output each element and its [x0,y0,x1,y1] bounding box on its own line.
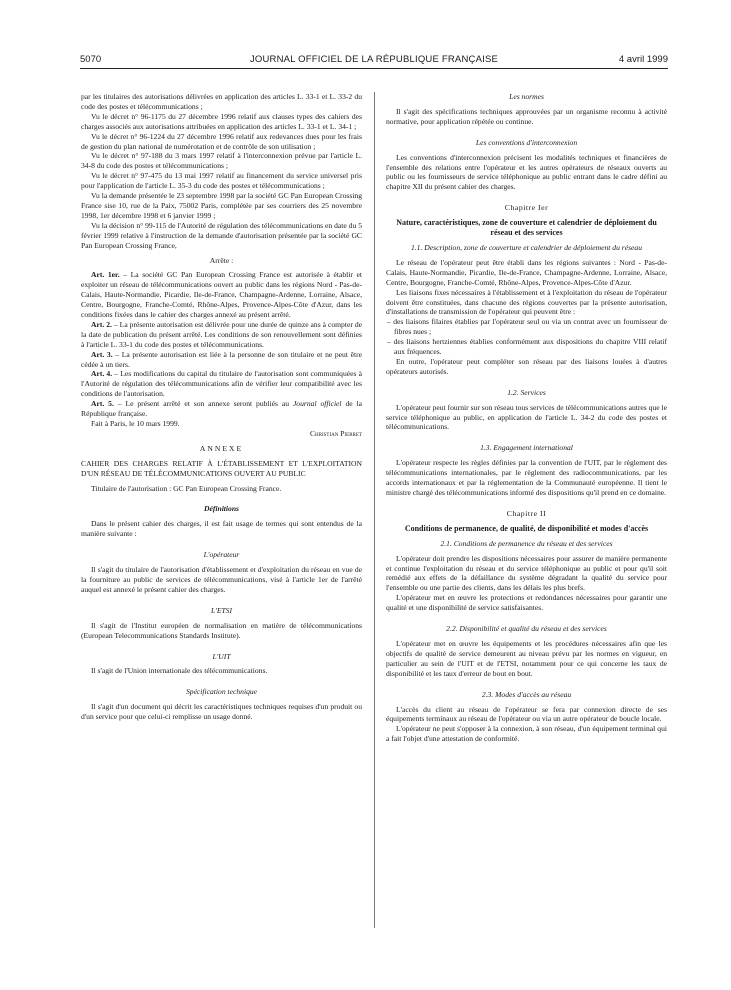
section-1-1-paragraph: En outre, l'opérateur peut compléter son réseau par des liaisons louées à d'autres opérateurs autorisés. [386,356,667,376]
left-column [81,92,362,722]
section-2-2-text: L'opérateur met en œuvre les équipements et les procédures nécessaires afin que les objectifs de qualité de service demeurent au niveau prévu par les normes en vigueur, en particulier au sein de l'UIT et de l'ETSI, notamment pour ce qui concerne les taux de disponibilité et les taux d'erreur de bout en bout. [386,638,667,678]
article-text: – La société GC Pan European Crossing France est autorisée à établir et exploiter un réseau de télécommunications ouvert au public dans les régions Nord - Pas-de-Calais, Haute-Normandie, Picardie, Ile-de-France, Champagne-Ardenne, Lorraine, Alsace, Centre, Bourgogne, Franche-Comté, Rhône-Alpes, Provence-Alpes-Côte d'Azur, dans les conditions fixées dans le cahier des charges annexé au présent arrêté. [81,270,362,320]
article-label: Art. 5. [91,399,114,409]
def-operateur-text: Il s'agit du titulaire de l'autorisation d'établissement et d'exploitation du réseau en vue de la fourniture au public de services de télécommunications, visé à l'article 1er de l'arrêté auquel est annexé le présent cahier des charges. [81,565,362,594]
section-1-1-paragraph: Le réseau de l'opérateur peut être établi dans les régions suivantes : Nord - Pas-de-Calais, Haute-Normandie, Picardie, Ile-de-France, Champagne-Ardenne, Lorraine, Alsace, Centre, Bourgogne, Franche-Comté, Rhône-Alpes, Provence-Alpes-Côte d'Azur. [386,257,667,287]
article-text: – La présente autorisation est liée à la personne de son titulaire et ne peut être cédée à un tiers. [81,349,362,369]
list-item: – des liaisons filaires établies par l'opérateur seul ou via un contrat avec un fournisseur de fibres nues ; [387,317,667,337]
section-1-2-title: 1.2. Services [507,387,546,397]
journal-title: JOURNAL OFFICIEL DE LA RÉPUBLIQUE FRANÇAISE [249,54,499,65]
signature: Christian Pierret [309,428,362,438]
section-1-3-title: 1.3. Engagement international [480,443,573,453]
definitions-intro: Dans le présent cahier des charges, il est fait usage de termes qui sont entendus de la manière suivante : [81,519,362,539]
section-1-3-text: L'opérateur respecte les règles définies par la convention de l'UIT, par le règlement des télécommunications internationales, par le règlement des radiocommunications, par les accords internationaux et par la réglementation de la Communauté européenne. Il tient le ministre chargé des télécommunications informé des dispositions qu'il prend en ce domaine. [386,458,667,497]
article-3 [81,350,362,370]
annex-title: ANNEXE [199,443,244,453]
article-text: – Le présent arrêté et son annexe seront publiés au [113,399,293,409]
article-text: – Les modifications du capital du titulaire de l'autorisation sont communiquées à l'Autorité de régulation des télécommunications afin de vérifier leur compatibilité avec les conditions de l'autorisation. [81,369,362,399]
titulaire: Titulaire de l'autorisation : GC Pan European Crossing France. [91,483,282,493]
article-text: de la République française. [81,399,362,419]
article-1 [81,270,362,320]
normes-title: Les normes [509,92,544,101]
section-1-2-text: L'opérateur peut fournir sur son réseau tous services de télécommunications autres que le service téléphonique au public, en application de l'article L. 34-2 du code des postes et télécommunications. [386,402,667,432]
conventions-title: Les conventions d'interconnexion [475,137,578,147]
section-2-1-paragraph: L'opérateur doit prendre les dispositions nécessaires pour assurer de manière permanente et continue l'exploitation du réseau et du service téléphonique au public et pour qu'il soit remédié aux effets de la défaillance du système dégradant la qualité du service pour l'ensemble ou une partie des clients, dans les délais les plus brefs. [386,553,667,593]
article-label: Art. 2. [91,319,112,329]
article-label: Art. 1er. [91,270,120,280]
done-at-paris: Fait à Paris, le 10 mars 1999. [91,419,180,428]
page-header [80,54,668,68]
section-2-1-paragraph: L'opérateur met en œuvre les protections et redondances nécessaires pour garantir une qualité et une disponibilité de service satisfaisantes. [386,593,667,613]
section-1-1-title: 1.1. Description, zone de couverture et calendrier de déploiement du réseau [410,242,643,252]
chapter-1-title: Nature, caractéristiques, zone de couverture et calendrier de déploiement du réseau et des services [396,218,657,238]
chapter-2-title: Conditions de permanence, de qualité, de disponibilité et modes d'accès [404,523,649,533]
page-number: 5070 [80,54,102,65]
annex-subtitle: CAHIER DES CHARGES RELATIF À L'ÉTABLISSEMENT ET L'EXPLOITATION D'UN RÉSEAU DE TÉLÉCOMMUNICATIONS OUVERT AU PUBLIC [81,458,362,478]
section-2-3-title: 2.3. Modes d'accès au réseau [481,689,572,699]
definitions-title: Définitions [203,504,240,514]
article-label: Art. 3. [91,349,113,359]
list-item: – des liaisons hertziennes établies conformément aux dispositions du chapitre VIII relatif aux fréquences. [387,337,667,357]
def-uit-text: Il s'agit de l'Union internationale des télécommunications. [91,666,268,676]
intro-paragraph: par les titulaires des autorisations délivrées en application des articles L. 33-1 et L. 33-2 du code des postes et télécommunications ; [81,92,362,111]
def-spec-text: Il s'agit d'un document qui décrit les caractéristiques techniques requises d'un produit ou d'un service pour que celui-ci remplisse un usage donné. [81,702,362,722]
section-2-3-paragraph: L'accès du client au réseau de l'opérateur se fera par connexion directe de ses équipements terminaux au réseau de l'opérateur ou via un autre opérateur de boucle locale. [386,704,667,724]
journal-officiel-italic: Journal officiel [292,399,342,409]
chapter-1-label: Chapitre Ier [504,203,549,213]
def-spec-title: Spécification technique [185,687,258,697]
intro-paragraph: Vu la demande présentée le 23 septembre 1998 par la société GC Pan European Crossing France sise 10, rue de la Paix, 75002 Paris, complétée par ses courriers des 25 novembre 1998, 1er décembre 1998 et 6 janvier 1999 ; [81,191,362,220]
article-2 [81,320,362,350]
normes-text: Il s'agit des spécifications techniques approuvées par un organisme reconnu à activité normative, pour application répétée ou continue. [386,106,667,126]
article-4 [81,369,362,399]
transmission-list [386,317,667,357]
intro-paragraph: Vu la décision n° 99-115 de l'Autorité de régulation des télécommunications en date du 5 février 1999 relative à l'instruction de la demande d'autorisation présentée par la société GC Pan European Crossing France, [81,220,362,250]
section-2-1-title: 2.1. Conditions de permanence du réseau et des services [440,538,613,548]
def-etsi-text: Il s'agit de l'Institut européen de normalisation en matière de télécommunications (European Telecommunications Standards Institute). [81,620,362,640]
column-divider [374,92,375,928]
header-rule [80,68,668,69]
article-text: – La présente autorisation est délivrée pour une durée de quinze ans à compter de la date de publication du présent arrêté. Les conditions de son renouvellement sont définies à l'article L. 33-1 du code des postes et télécommunications. [81,319,362,349]
right-column [386,92,667,744]
intro-paragraph: Vu le décret n° 97-475 du 13 mai 1997 relatif au financement du service universel pris pour l'application de l'article L. 35-3 du code des postes et télécommunications ; [81,171,362,191]
intro-paragraph: Vu le décret n° 96-1175 du 27 décembre 1996 relatif aux clauses types des cahiers des charges associés aux autorisations attribuées en application des articles L. 33-1 et L. 34-1 ; [81,111,362,131]
def-etsi-title: L'ETSI [210,605,233,615]
arrete-heading: Arrête : [209,255,234,265]
section-2-2-title: 2.2. Disponibilité et qualité du réseau et des services [446,624,607,634]
chapter-2-label: Chapitre II [506,508,547,518]
section-1-1-paragraph: Les liaisons fixes nécessaires à l'établissement et à l'exploitation du réseau de l'opérateur doivent être constituées, dans chacune des régions couvertes par la présente autorisation, d'installations de transmission de l'opérateur qui peuvent être : [386,287,667,317]
section-2-3-paragraph: L'opérateur ne peut s'opposer à la connexion, à son réseau, d'un équipement terminal qui a fait l'objet d'une attestation de conformité. [386,724,667,744]
issue-date: 4 avril 1999 [618,54,668,65]
article-label: Art. 4. [91,369,113,379]
intro-paragraph: Vu le décret n° 97-188 du 3 mars 1997 relatif à l'interconnexion prévue par l'article L. 34-8 du code des postes et télécommunications ; [81,151,362,171]
def-operateur-title: L'opérateur [203,550,240,560]
article-5 [81,399,362,419]
intro-paragraph: Vu le décret n° 96-1224 du 27 décembre 1996 relatif aux redevances dues pour les frais de gestion du plan national de numérotation et de contrôle de son utilisation ; [81,131,362,151]
conventions-text: Les conventions d'interconnexion précisent les modalités techniques et financières de l'ensemble des relations entre l'opérateur et les autres opérateurs de réseaux ouverts au public ou les fournisseurs de service téléphonique au public entrant dans le cadre défini au chapitre XII du présent cahier des charges. [386,152,667,192]
def-uit-title: L'UIT [212,651,231,661]
